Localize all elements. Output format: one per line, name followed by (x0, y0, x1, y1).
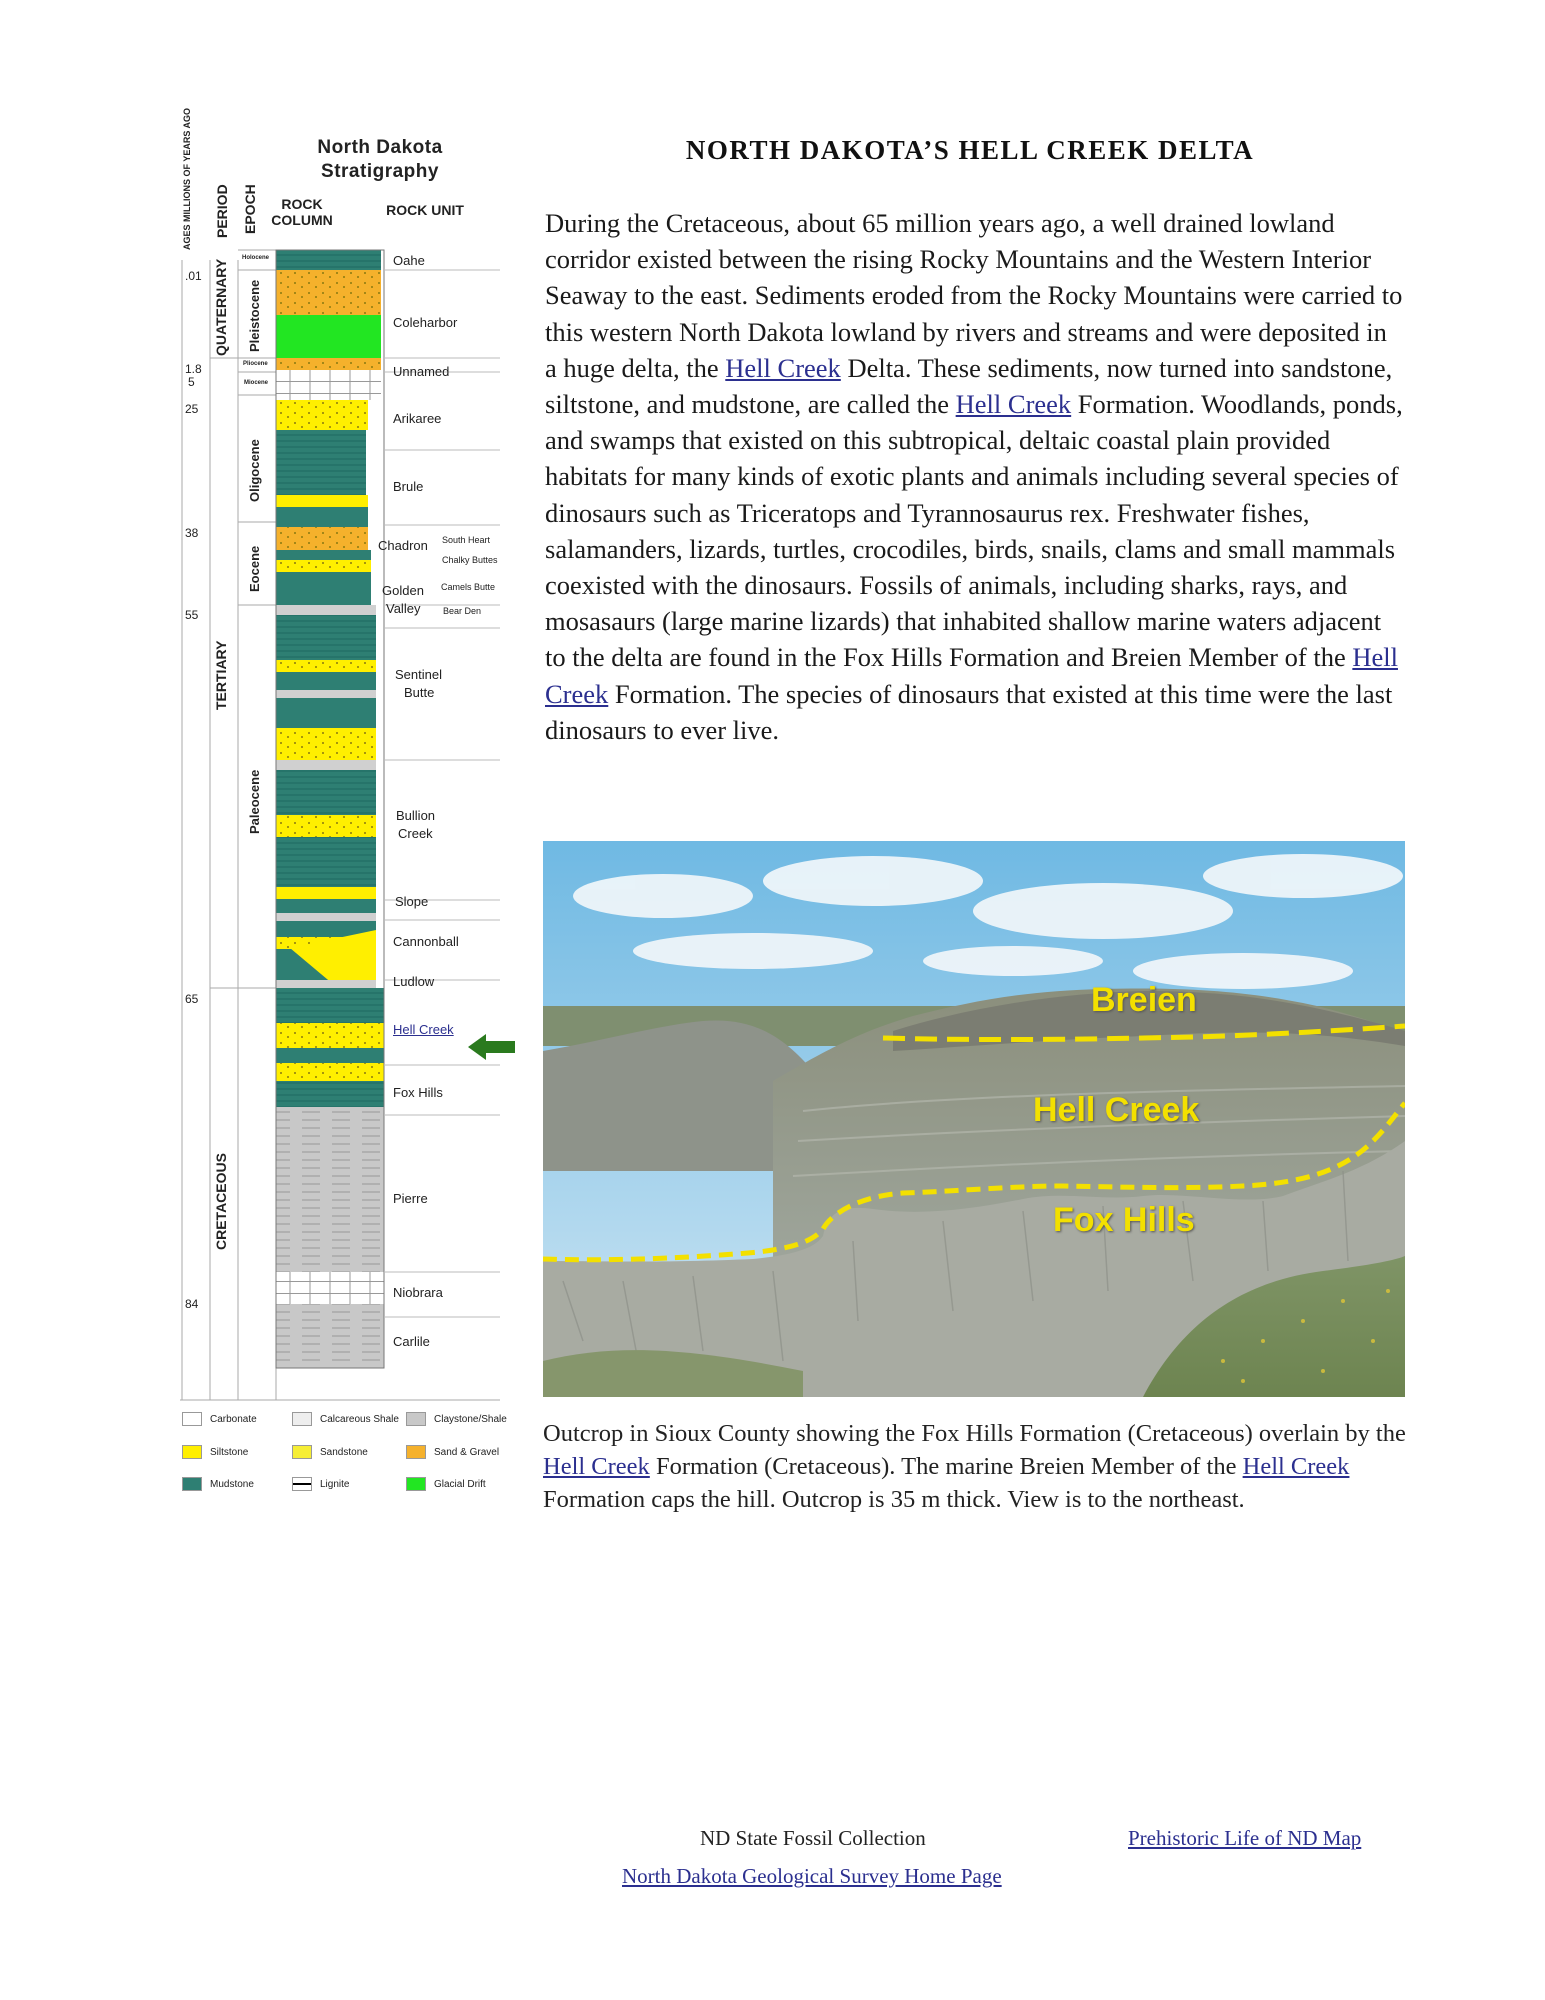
article-body: During the Cretaceous, about 65 million years ago, a well drained lowland corridor existed between the rising Rocky Mountains and the Western Interior Seaway to the east. Sediments eroded from the Rocky Mountains were carried to this western North Dakota lowland by rivers and streams and were deposited in a huge delta, the Hell Creek Delta. These sediments, now turned into sandstone, siltstone, and mudstone, are called the Hell Creek Formation. Woodlands, ponds, and swamps that existed on this subtropical, deltaic coastal plain provided habitats for many kinds of exotic plants and animals including several species of dinosaurs such as Triceratops and Tyrannosaurus rex. Freshwater fishes, salamanders, lizards, turtles, crocodiles, birds, snails, clams and small mammals coexisted with the dinosaurs. Fossils of animals, including sharks, rays, and mosasaurs (large marine lizards) that inhabited shallow marine waters adjacent to the delta are found in the Fox Hills Formation and Breien Member of the Hell Creek Formation. The species of dinosaurs that existed at this time were the last dinosaurs to ever live. (545, 208, 1403, 745)
unit-label: Slope (395, 894, 429, 909)
photo-label-hellcreek: Hell Creek (1033, 1091, 1200, 1129)
epoch-label: Pliocene (243, 361, 268, 367)
unit-label: Fox Hills (393, 1085, 443, 1100)
epoch-label: Eocene (247, 545, 262, 592)
hell-creek-link[interactable]: Hell Creek (1242, 1453, 1350, 1480)
rock-column-header: ROCK COLUMN (271, 196, 333, 228)
unit-label: Pierre (393, 1191, 428, 1206)
legend-swatch (292, 1445, 312, 1459)
subunit-label: South Heart (442, 535, 491, 545)
unit-label: Ludlow (393, 974, 435, 989)
period-header: PERIOD (214, 184, 230, 238)
unit-label: Oahe (393, 253, 425, 268)
period-label: QUATERNARY (213, 258, 229, 356)
unit-label: Bullion (396, 808, 436, 823)
prehistoric-map-link[interactable]: Prehistoric Life of ND Map (1128, 1826, 1362, 1850)
legend-item: Mudstone (182, 1477, 254, 1491)
unit-label: Brule (393, 479, 424, 494)
page-title: NORTH DAKOTA’S HELL CREEK DELTA (685, 135, 1255, 165)
legend-swatch (182, 1477, 202, 1491)
age-label: 55 (185, 608, 199, 622)
legend-item: Siltstone (182, 1445, 248, 1459)
unit-label: Arikaree (393, 411, 442, 426)
unit-label: Creek (398, 826, 433, 841)
photo-label-foxhills: Fox Hills (1053, 1201, 1195, 1239)
age-label: 38 (185, 526, 199, 540)
age-label: .01 (185, 269, 202, 283)
legend-swatch (406, 1477, 426, 1491)
hell-creek-link[interactable]: Hell Creek (725, 352, 841, 383)
age-label: 1.8 (185, 362, 202, 376)
home-page-link[interactable]: North Dakota Geological Survey Home Page (622, 1864, 1002, 1888)
legend-swatch (406, 1445, 426, 1459)
epoch-label: Pleistocene (247, 279, 262, 352)
unit-label: Valley (386, 601, 421, 616)
unit-label: Coleharbor (393, 315, 458, 330)
epoch-header: EPOCH (242, 184, 258, 234)
hell-creek-link[interactable]: Hell Creek (543, 1453, 650, 1480)
legend-item: Carbonate (182, 1412, 257, 1426)
legend-swatch (182, 1445, 202, 1459)
legend-item: Calcareous Shale (292, 1412, 399, 1426)
legend-item: Claystone/Shale (406, 1412, 507, 1426)
period-label: CRETACEOUS (213, 1153, 229, 1250)
photo-caption: Outcrop in Sioux County showing the Fox Hills Formation (Cretaceous) overlain by the Hell Creek Formation (Cretaceous). The marine Breien Member of the Hell Creek Formation caps the hill. Outcrop is 35 m thick. View is to the northeast. (543, 1420, 1406, 1513)
epoch-label: Holocene (242, 255, 270, 261)
rock-column-graphic (180, 107, 520, 1530)
unit-label: Golden (382, 583, 424, 598)
legend-swatch (292, 1412, 312, 1426)
unit-label: Carlile (393, 1334, 430, 1349)
legend-item: Lignite (292, 1477, 349, 1491)
ages-header: AGES MILLIONS OF YEARS AGO (182, 107, 192, 250)
legend-item: Sand & Gravel (406, 1445, 499, 1459)
legend-item: Glacial Drift (406, 1477, 486, 1491)
age-label: 84 (185, 1297, 199, 1311)
subunit-label: Chalky Buttes (442, 555, 498, 565)
age-label: 25 (185, 402, 199, 416)
hell-creek-link[interactable]: Hell Creek (955, 389, 1072, 420)
unit-label: Niobrara (393, 1285, 443, 1300)
subunit-label: Bear Den (443, 606, 482, 616)
epoch-label: Miocene (244, 380, 269, 386)
legend-swatch (182, 1412, 202, 1426)
period-label: TERTIARY (213, 640, 229, 710)
epoch-label: Paleocene (247, 769, 262, 834)
unit-label: Chadron (378, 538, 428, 553)
age-label: 5 (188, 375, 195, 389)
unit-label: Cannonball (393, 934, 459, 949)
hell-creek-link[interactable]: Hell Creek (545, 642, 1398, 709)
legend-item: Sandstone (292, 1445, 368, 1459)
legend-swatch (292, 1477, 312, 1491)
stratigraphy-chart (180, 107, 520, 1530)
epoch-label: Oligocene (247, 439, 262, 502)
outcrop-photo-graphic (543, 841, 1405, 1397)
photo-label-breien: Breien (1091, 981, 1197, 1019)
age-label: 65 (185, 992, 199, 1006)
unit-label: Sentinel (395, 667, 442, 682)
rock-unit-header: ROCK UNIT (386, 202, 464, 218)
strat-title: North Dakota Stratigraphy (317, 137, 443, 182)
outcrop-photo (543, 841, 1405, 1397)
arrow-icon (468, 1034, 515, 1060)
subunit-label: Camels Butte (441, 582, 496, 592)
footer-fossil-text: ND State Fossil Collection (700, 1826, 926, 1850)
legend-swatch (406, 1412, 426, 1426)
unit-label: Unnamed (393, 364, 450, 379)
hell-creek-unit-link[interactable]: Hell Creek (393, 1022, 454, 1037)
unit-label: Butte (404, 685, 435, 700)
